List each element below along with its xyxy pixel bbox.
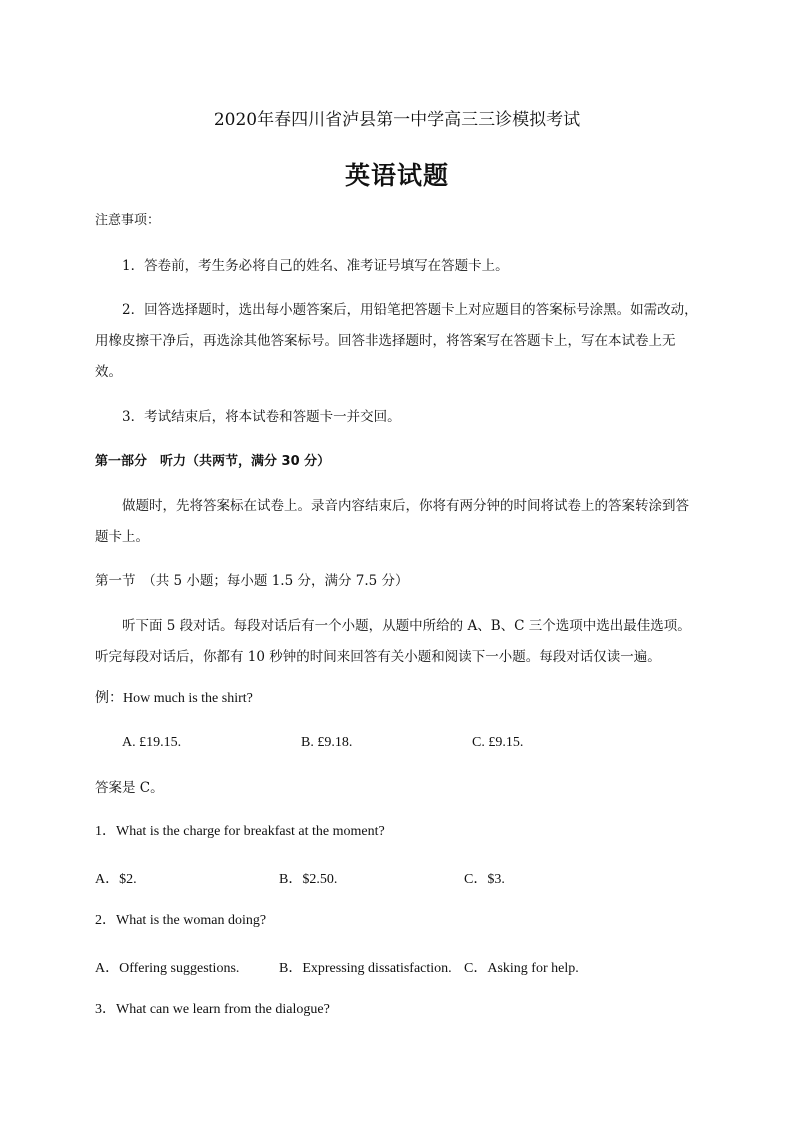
section-1-heading: 第一节 （共 5 小题；每小题 1.5 分，满分 7.5 分）: [95, 573, 409, 589]
question-2-stem: 2．What is the woman doing?: [95, 913, 267, 928]
section-1-intro-line-1: 听下面 5 段对话。每段对话后有一个小题，从题中所给的 A、B、C 三个选项中选出最佳选项。: [122, 618, 691, 634]
notes-item-3: 3．考试结束后，将本试卷和答题卡一并交回。: [122, 409, 401, 425]
example-option-b: B. £9.18.: [301, 735, 353, 750]
example-option-c: C. £9.15.: [472, 735, 524, 750]
question-2-option-a: A．Offering suggestions.: [95, 961, 240, 976]
question-1-option-b: B．$2.50.: [279, 872, 338, 887]
question-3-stem: 3．What can we learn from the dialogue?: [95, 1002, 330, 1017]
notes-heading: 注意事项：: [95, 213, 161, 228]
question-2-option-b: B．Expressing dissatisfaction.: [279, 961, 452, 976]
part-1-intro-line-1: 做题时，先将答案标在试卷上。录音内容结束后，你将有两分钟的时间将试卷上的答案转涂到答: [122, 498, 689, 514]
example-answer: 答案是 C。: [95, 780, 164, 796]
notes-item-1: 1．答卷前，考生务必将自己的姓名、准考证号填写在答题卡上。: [122, 258, 509, 274]
exam-subject-title: 英语试题: [344, 161, 449, 190]
notes-item-2-line-2: 用橡皮擦干净后，再选涂其他答案标号。回答非选择题时，将答案写在答题卡上，写在本试卷上无: [95, 333, 676, 349]
notes-item-2-line-3: 效。: [95, 364, 122, 380]
exam-title: 2020年春四川省泸县第一中学高三三诊模拟考试: [213, 110, 581, 130]
example-question: 例：How much is the shirt?: [95, 691, 253, 706]
question-1-stem: 1．What is the charge for breakfast at the moment?: [95, 824, 385, 839]
question-1-option-c: C．$3.: [464, 872, 505, 887]
section-1-intro-line-2: 听完每段对话后，你都有 10 秒钟的时间来回答有关小题和阅读下一小题。每段对话仅读一遍。: [95, 649, 661, 665]
notes-item-2-line-1: 2．回答选择题时，选出每小题答案后，用铅笔把答题卡上对应题目的答案标号涂黑。如需改动，: [122, 302, 698, 318]
question-2-option-c: C．Asking for help.: [464, 961, 579, 976]
part-1-heading: 第一部分 听力（共两节，满分 30 分）: [95, 454, 331, 469]
example-option-a: A. £19.15.: [122, 735, 182, 750]
question-1-option-a: A．$2.: [95, 872, 137, 887]
part-1-intro-line-2: 题卡上。: [95, 529, 149, 545]
